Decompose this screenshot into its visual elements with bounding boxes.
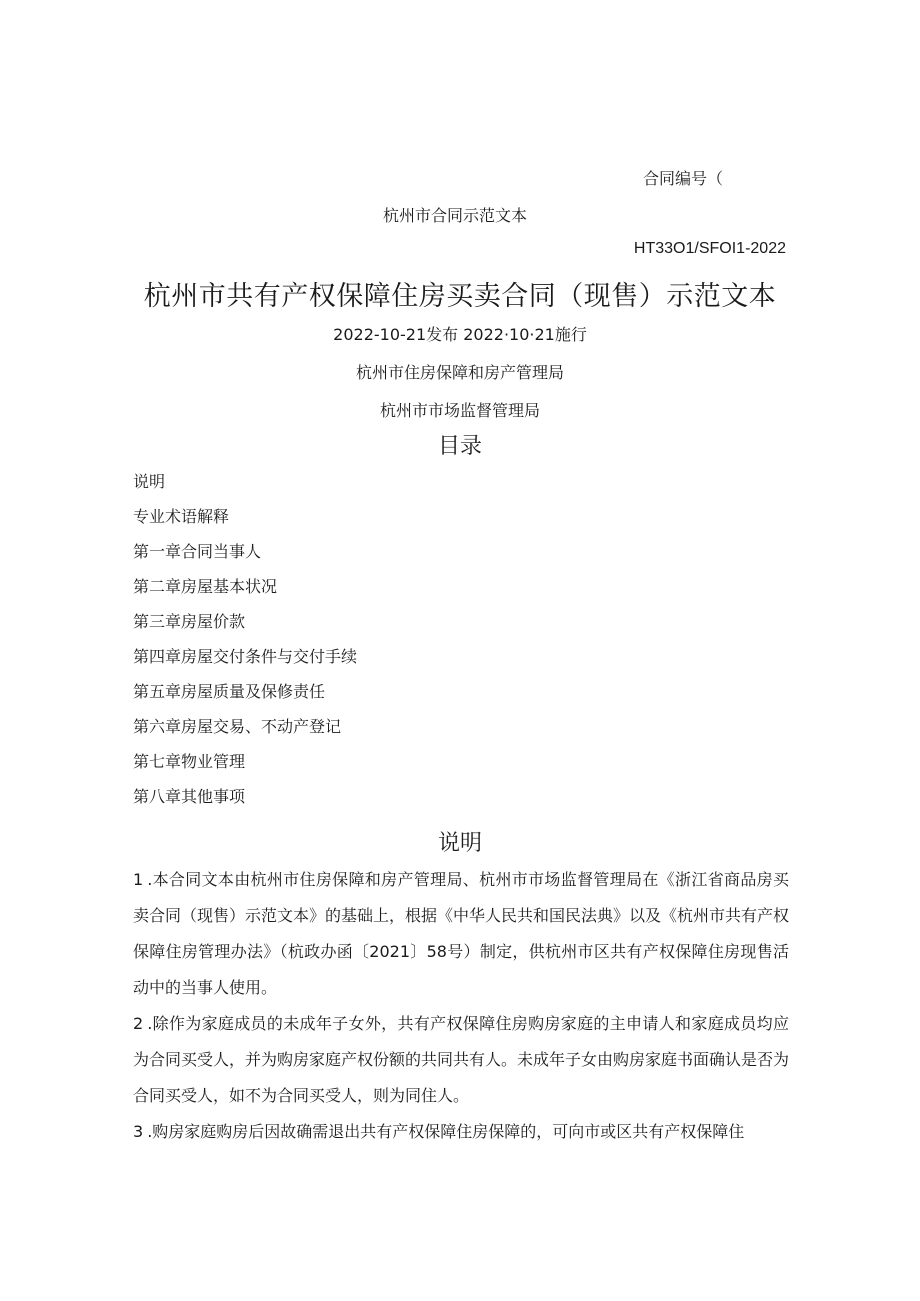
document-title: 杭州市共有产权保障住房买卖合同（现售）示范文本 [143,281,777,312]
toc-item-chapter-8[interactable]: 第八章其他事项 [133,787,246,806]
issuer-market-bureau: 杭州市市场监督管理局 [379,401,540,420]
document-code: HT33O1/SFOI1-2022 [633,240,786,257]
paragraph-number: 3 [133,1122,144,1141]
toc-item-chapter-5[interactable]: 第五章房屋质量及保修责任 [133,682,326,701]
issuer-housing-bureau: 杭州市住房保障和房产管理局 [355,363,564,382]
toc-item-chapter-4[interactable]: 第四章房屋交付条件与交付手续 [133,647,358,666]
notes-paragraph-2 [133,1006,789,1114]
paragraph-number: 1 [133,870,144,889]
toc-item-chapter-7[interactable]: 第七章物业管理 [133,752,246,771]
paragraph-text: .购房家庭购房后因故确需退出共有产权保障住房保障的，可向市或区共有产权保障住 [147,1122,745,1141]
toc-item-notes[interactable]: 说明 [133,472,166,491]
toc-item-chapter-1[interactable]: 第一章合同当事人 [133,542,262,561]
table-of-contents [133,470,357,820]
toc-item-chapter-6[interactable]: 第六章房屋交易、不动产登记 [133,717,342,736]
toc-item-glossary[interactable]: 专业术语解释 [133,507,230,526]
toc-item-chapter-2[interactable]: 第二章房屋基本状况 [133,577,278,596]
toc-item-chapter-3[interactable]: 第三章房屋价款 [133,612,246,631]
contract-number-label: 合同编号（ [643,169,724,188]
toc-title: 目录 [437,434,482,459]
notes-section-title: 说明 [437,831,482,856]
paragraph-text: .除作为家庭成员的未成年子女外，共有产权保障住房购房家庭的主申请人和家庭成员均应为合同买受人，并为购房家庭产权份额的共同共有人。未成年子女由购房家庭书面确认是否为合同买受人，如不为合同买受人，则为同住人。 [133,1014,790,1105]
publish-info: 2022-10-21发布 2022·10·21施行 [333,325,587,344]
notes-paragraph-1 [133,862,789,1006]
paragraph-text: .本合同文本由杭州市住房保障和房产管理局、杭州市市场监督管理局在《浙江省商品房买卖合同（现售）示范文本》的基础上，根据《中华人民共和国民法典》以及《杭州市共有产权保障住房管理办法》（杭政办函〔2021〕58号）制定，供杭州市区共有产权保障住房现售活动中的当事人使用。 [133,870,790,997]
series-label: 杭州市合同示范文本 [383,206,528,225]
notes-paragraph-3 [133,1114,789,1150]
paragraph-number: 2 [133,1014,144,1033]
